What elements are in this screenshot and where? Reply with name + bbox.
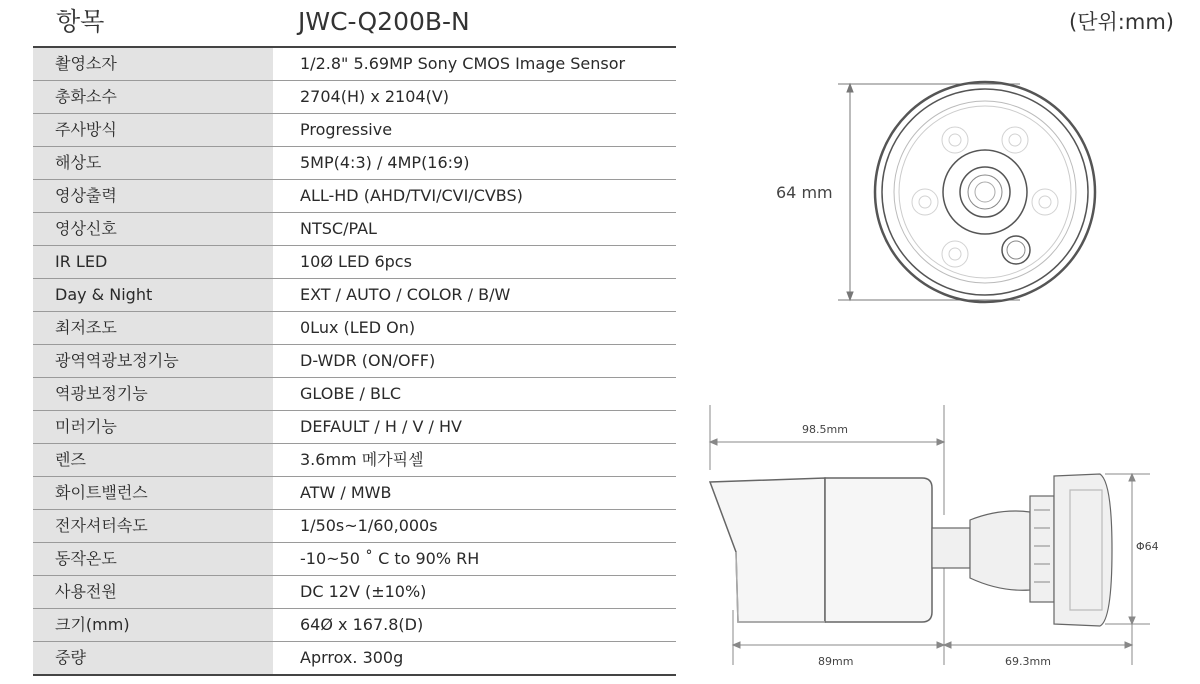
spec-row [33, 47, 676, 81]
spec-value: Aprrox. 300g [300, 648, 404, 667]
header-unit: (단위:mm) [1069, 10, 1174, 34]
spec-label: 역광보정기능 [33, 378, 273, 411]
spec-label: 중량 [33, 642, 273, 676]
lens [943, 150, 1027, 234]
spec-value: ALL-HD (AHD/TVI/CVI/CVBS) [273, 180, 676, 213]
spec-value: 2704(H) x 2104(V) [273, 81, 676, 114]
spec-label: 광역역광보정기능 [33, 345, 273, 378]
spec-label: Day & Night [33, 279, 273, 312]
spec-row [33, 279, 676, 312]
spec-value: EXT / AUTO / COLOR / B/W [273, 279, 676, 312]
spec-value: -10~50 ˚ C to 90% RH [273, 543, 676, 576]
spec-value: 10Ø LED 6pcs [273, 246, 676, 279]
spec-value: Progressive [273, 114, 676, 147]
front-view-dimension-line [838, 84, 1020, 300]
spec-table-body [33, 47, 676, 675]
spec-row [33, 576, 676, 609]
spec-row [33, 114, 676, 147]
spec-row [33, 543, 676, 576]
total-length-label: 98.5mm [802, 423, 848, 436]
spec-row [33, 147, 676, 180]
spec-label: 화이트밸런스 [33, 477, 273, 510]
spec-label: 해상도 [33, 147, 273, 180]
spec-row [33, 81, 676, 114]
spec-row [33, 378, 676, 411]
spec-value: 5MP(4:3) / 4MP(16:9) [273, 147, 676, 180]
bracket-length-label: 69.3mm [1005, 655, 1051, 668]
header-model-name: JWC-Q200B-N [298, 7, 470, 36]
front-view-drawing [760, 70, 1140, 320]
spec-value: 64Ø x 167.8(D) [273, 609, 676, 642]
spec-value: 1/2.8" 5.69MP Sony CMOS Image Sensor [273, 47, 676, 81]
spec-value: GLOBE / BLC [273, 378, 676, 411]
header-item-label: 항목 [56, 7, 105, 36]
spec-row [33, 246, 676, 279]
spec-row [33, 477, 676, 510]
spec-label: 전자셔터속도 [33, 510, 273, 543]
spec-row [33, 345, 676, 378]
front-height-label: 64 mm [776, 183, 833, 202]
mount-bracket [932, 474, 1112, 626]
spec-value: 1/50s~1/60,000s [273, 510, 676, 543]
camera-front-face [875, 82, 1095, 302]
spec-value: DEFAULT / H / V / HV [273, 411, 676, 444]
spec-label: 사용전원 [33, 576, 273, 609]
spec-label: 미러기능 [33, 411, 273, 444]
spec-value: DC 12V (±10%) [273, 576, 676, 609]
spec-row [33, 411, 676, 444]
spec-label: 촬영소자 [33, 47, 273, 81]
spec-label: 영상신호 [33, 213, 273, 246]
spec-label: 주사방식 [33, 114, 273, 147]
spec-row [33, 180, 676, 213]
spec-label: 크기(mm) [33, 609, 273, 642]
spec-label: IR LED [33, 246, 273, 279]
spec-row [33, 312, 676, 345]
side-view-drawing [700, 400, 1180, 680]
body-length-label: 89mm [818, 655, 854, 668]
light-sensor [1002, 236, 1030, 264]
spec-value: NTSC/PAL [273, 213, 676, 246]
spec-row [33, 213, 676, 246]
spec-label: 동작온도 [33, 543, 273, 576]
spec-value: ATW / MWB [273, 477, 676, 510]
spec-row [33, 642, 676, 676]
spec-value: 0Lux (LED On) [273, 312, 676, 345]
spec-row [33, 510, 676, 543]
spec-table [33, 46, 676, 676]
spec-value: 3.6mm 메가픽셀 [273, 444, 676, 477]
diameter-label: Φ64 [1136, 540, 1159, 553]
spec-label: 렌즈 [33, 444, 273, 477]
spec-row [33, 444, 676, 477]
spec-label: 영상출력 [33, 180, 273, 213]
spec-row [33, 609, 676, 642]
spec-label: 최저조도 [33, 312, 273, 345]
camera-body-side [710, 478, 932, 622]
ir-led-ring [912, 127, 1058, 267]
spec-value: D-WDR (ON/OFF) [273, 345, 676, 378]
spec-label: 총화소수 [33, 81, 273, 114]
